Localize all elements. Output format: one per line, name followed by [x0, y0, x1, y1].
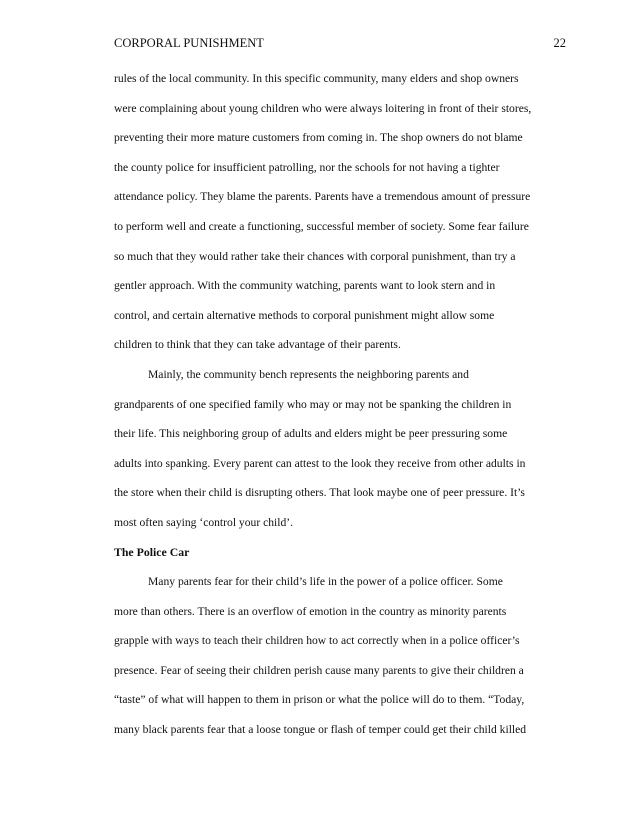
text-line: more than others. There is an overflow of emotion in the country as minority parents [114, 604, 507, 618]
paragraph-police-car [114, 567, 574, 745]
text-line: gentler approach. With the community watching, parents want to look stern and in [114, 279, 496, 293]
text-line: grapple with ways to teach their children how to act correctly when in a police officer’s [114, 634, 520, 648]
text-line: their life. This neighboring group of adults and elders might be peer pressuring some [114, 427, 508, 441]
text-line: were complaining about young children who were always loitering in front of their stores, [114, 101, 532, 115]
paragraph-community-bench [114, 360, 574, 538]
text-line: Mainly, the community bench represents the neighboring parents and [148, 367, 469, 381]
text-line: adults into spanking. Every parent can attest to the look they receive from other adults in [114, 456, 526, 470]
text-line: to perform well and create a functioning, successful member of society. Some fear failure [114, 219, 529, 233]
section-heading: The Police Car [114, 544, 190, 559]
running-head-title: CORPORAL PUNISHMENT [114, 36, 264, 50]
text-line: most often saying ‘control your child’. [114, 515, 294, 529]
text-line: “taste” of what will happen to them in prison or what the police will do to them. “Today, [114, 693, 525, 707]
text-line: the county police for insufficient patrolling, nor the schools for not having a tighter [114, 160, 500, 174]
text-line: children to think that they can take advantage of their parents. [114, 338, 401, 352]
body-text [114, 64, 574, 745]
page-number: 22 [553, 36, 566, 50]
text-line: so much that they would rather take their chances with corporal punishment, than try a [114, 249, 516, 263]
text-line: many black parents fear that a loose tongue or flash of temper could get their child killed [114, 723, 527, 737]
text-line: Many parents fear for their child’s life in the power of a police officer. Some [148, 575, 503, 589]
text-line: control, and certain alternative methods to corporal punishment might allow some [114, 308, 495, 322]
paragraph-continued [114, 64, 574, 360]
text-line: rules of the local community. In this specific community, many elders and shop owners [114, 72, 519, 85]
text-line: the store when their child is disrupting others. That look maybe one of peer pressure. It’s [114, 486, 525, 500]
text-line: grandparents of one specified family who may or may not be spanking the children in [114, 397, 512, 411]
running-head [114, 34, 566, 52]
text-line: attendance policy. They blame the parents. Parents have a tremendous amount of pressure [114, 190, 531, 204]
text-line: presence. Fear of seeing their children perish cause many parents to give their children a [114, 663, 524, 677]
text-line: preventing their more mature customers from coming in. The shop owners do not blame [114, 131, 523, 145]
